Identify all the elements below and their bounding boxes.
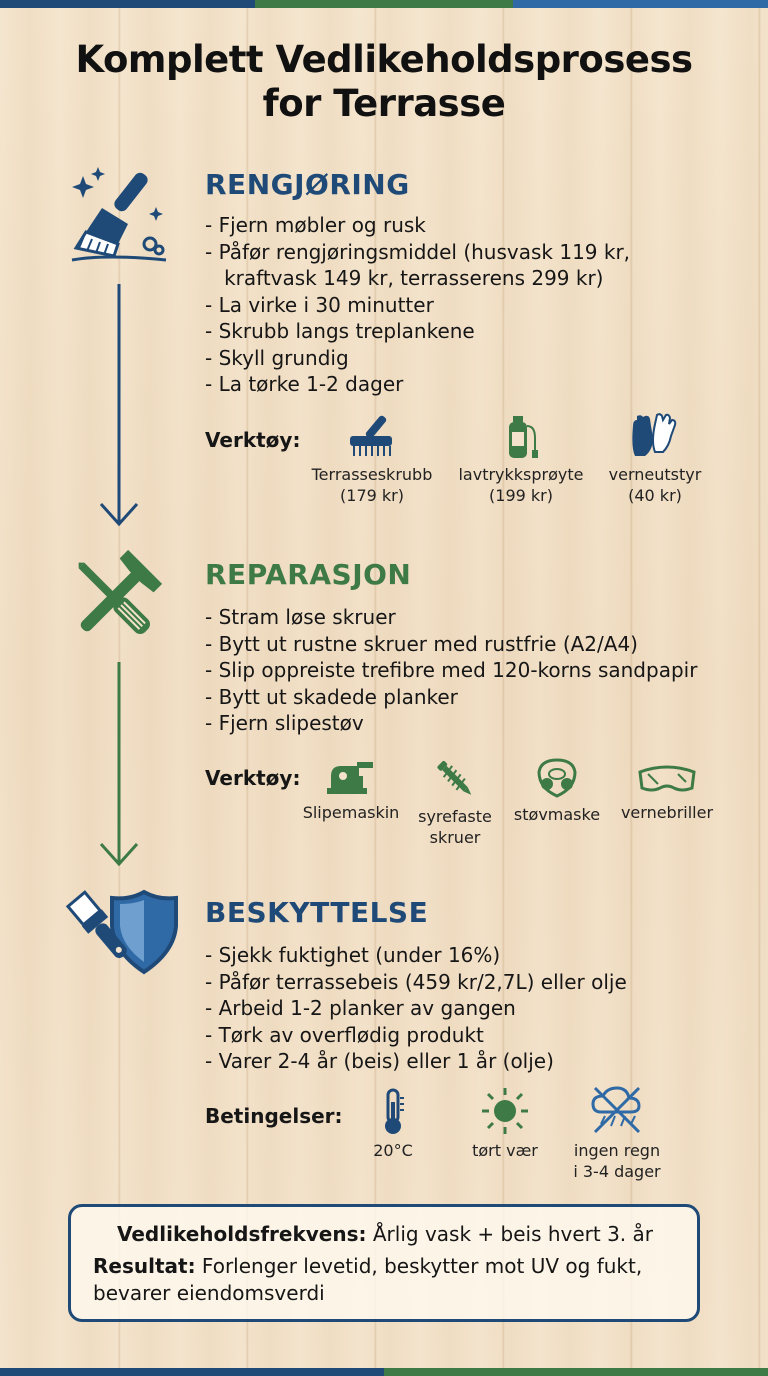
result-text <box>93 1253 677 1307</box>
step-list-reparasjon <box>205 604 697 737</box>
step-item: - La tørke 1-2 dager <box>205 372 404 396</box>
sun-icon <box>480 1086 530 1136</box>
pressure-sprayer-icon <box>495 412 547 460</box>
step-item: - Arbeid 1-2 planker av gangen <box>205 996 516 1020</box>
step-item: - Varer 2-4 år (beis) eller 1 år (olje) <box>205 1049 554 1073</box>
step-list-beskyttelse <box>205 942 627 1075</box>
tools-label: Verktøy: <box>205 766 301 790</box>
tool-item <box>592 760 742 823</box>
no-rain-icon <box>589 1084 645 1136</box>
step-item: kraftvask 149 kr, terrasserens 299 kr) <box>205 266 604 290</box>
tool-name-line-2: skruer <box>429 828 481 847</box>
page-title <box>0 38 768 126</box>
conditions-label: Betingelser: <box>205 1104 343 1128</box>
step-item: - Tørk av overflødig produkt <box>205 1022 484 1047</box>
step-item: - Stram løse skruer <box>205 605 396 629</box>
tool-name: verneutstyr <box>608 465 702 484</box>
step-item: - Påfør rengjøringsmiddel (husvask 119 kr, <box>205 239 631 264</box>
title-line-1: Komplett Vedlikeholdsprosess <box>75 38 693 81</box>
flow-arrow-green <box>98 662 140 868</box>
condition-item <box>542 1084 692 1182</box>
frequency-label: Vedlikeholdsfrekvens: <box>116 1222 367 1246</box>
paintbrush-shield-icon <box>58 886 180 976</box>
step-item: - Sjekk fuktighet (under 16%) <box>205 943 501 967</box>
dust-mask-icon <box>531 756 583 800</box>
step-item: - Bytt ut skadede planker <box>205 684 458 709</box>
result-value: Forlenger levetid, beskytter mot UV og fukt, bevarer eiendomsverdi <box>93 1254 643 1305</box>
step-item: - Fjern slipestøv <box>205 711 364 735</box>
goggles-icon <box>636 760 698 798</box>
screw-icon <box>427 758 483 802</box>
step-item: - Skyll grundig <box>205 345 349 370</box>
condition-text: tørt vær <box>472 1141 538 1160</box>
tool-name: lavtrykksprøyte <box>458 465 584 484</box>
top-color-stripe <box>0 0 768 8</box>
tool-price: (179 kr) <box>340 486 404 505</box>
step-item: - Bytt ut rustne skruer med rustfrie (A2/A4) <box>205 631 638 656</box>
step-item: - Skrubb langs treplankene <box>205 319 475 343</box>
frequency-value: Årlig vask + beis hvert 3. år <box>366 1222 653 1246</box>
tool-item <box>580 412 730 506</box>
summary-box <box>68 1204 700 1322</box>
tool-price: (40 kr) <box>628 486 682 505</box>
tool-name: vernebriller <box>620 803 714 822</box>
condition-text: ingen regn <box>573 1141 661 1160</box>
cleaning-brush-icon <box>66 164 170 268</box>
tool-name: syrefaste <box>418 807 492 826</box>
tool-item <box>297 412 447 506</box>
bottom-color-stripe <box>0 1368 768 1376</box>
tool-item <box>446 412 596 506</box>
condition-text: 20°C <box>373 1141 413 1160</box>
tool-name: Slipemaskin <box>302 803 400 822</box>
tools-label: Verktøy: <box>205 428 301 452</box>
tool-price: (199 kr) <box>489 486 553 505</box>
step-list-rengjoring <box>205 212 630 398</box>
hammer-screwdriver-icon <box>64 548 164 648</box>
sander-icon <box>323 758 379 798</box>
tool-name: støvmaske <box>513 805 601 824</box>
step-item: - Fjern møbler og rusk <box>205 213 426 237</box>
scrub-brush-icon <box>346 412 398 460</box>
title-line-2: for Terrasse <box>262 82 506 125</box>
section-heading-reparasjon: REPARASJON <box>205 558 412 591</box>
step-item: - Slip oppreiste trefibre med 120-korns sandpapir <box>205 658 698 682</box>
maintenance-frequency <box>93 1221 677 1248</box>
section-heading-beskyttelse: BESKYTTELSE <box>205 896 429 929</box>
condition-text-line-2: i 3-4 dager <box>573 1162 661 1181</box>
result-label: Resultat: <box>93 1254 196 1278</box>
tool-name: Terrasseskrubb <box>311 465 433 484</box>
step-item: - La virke i 30 minutter <box>205 292 434 317</box>
gloves-icon <box>627 412 683 460</box>
step-item: - Påfør terrassebeis (459 kr/2,7L) eller olje <box>205 969 627 994</box>
section-heading-rengjoring: RENGJØRING <box>205 168 410 201</box>
flow-arrow-blue <box>98 284 140 528</box>
thermometer-icon <box>378 1088 408 1136</box>
